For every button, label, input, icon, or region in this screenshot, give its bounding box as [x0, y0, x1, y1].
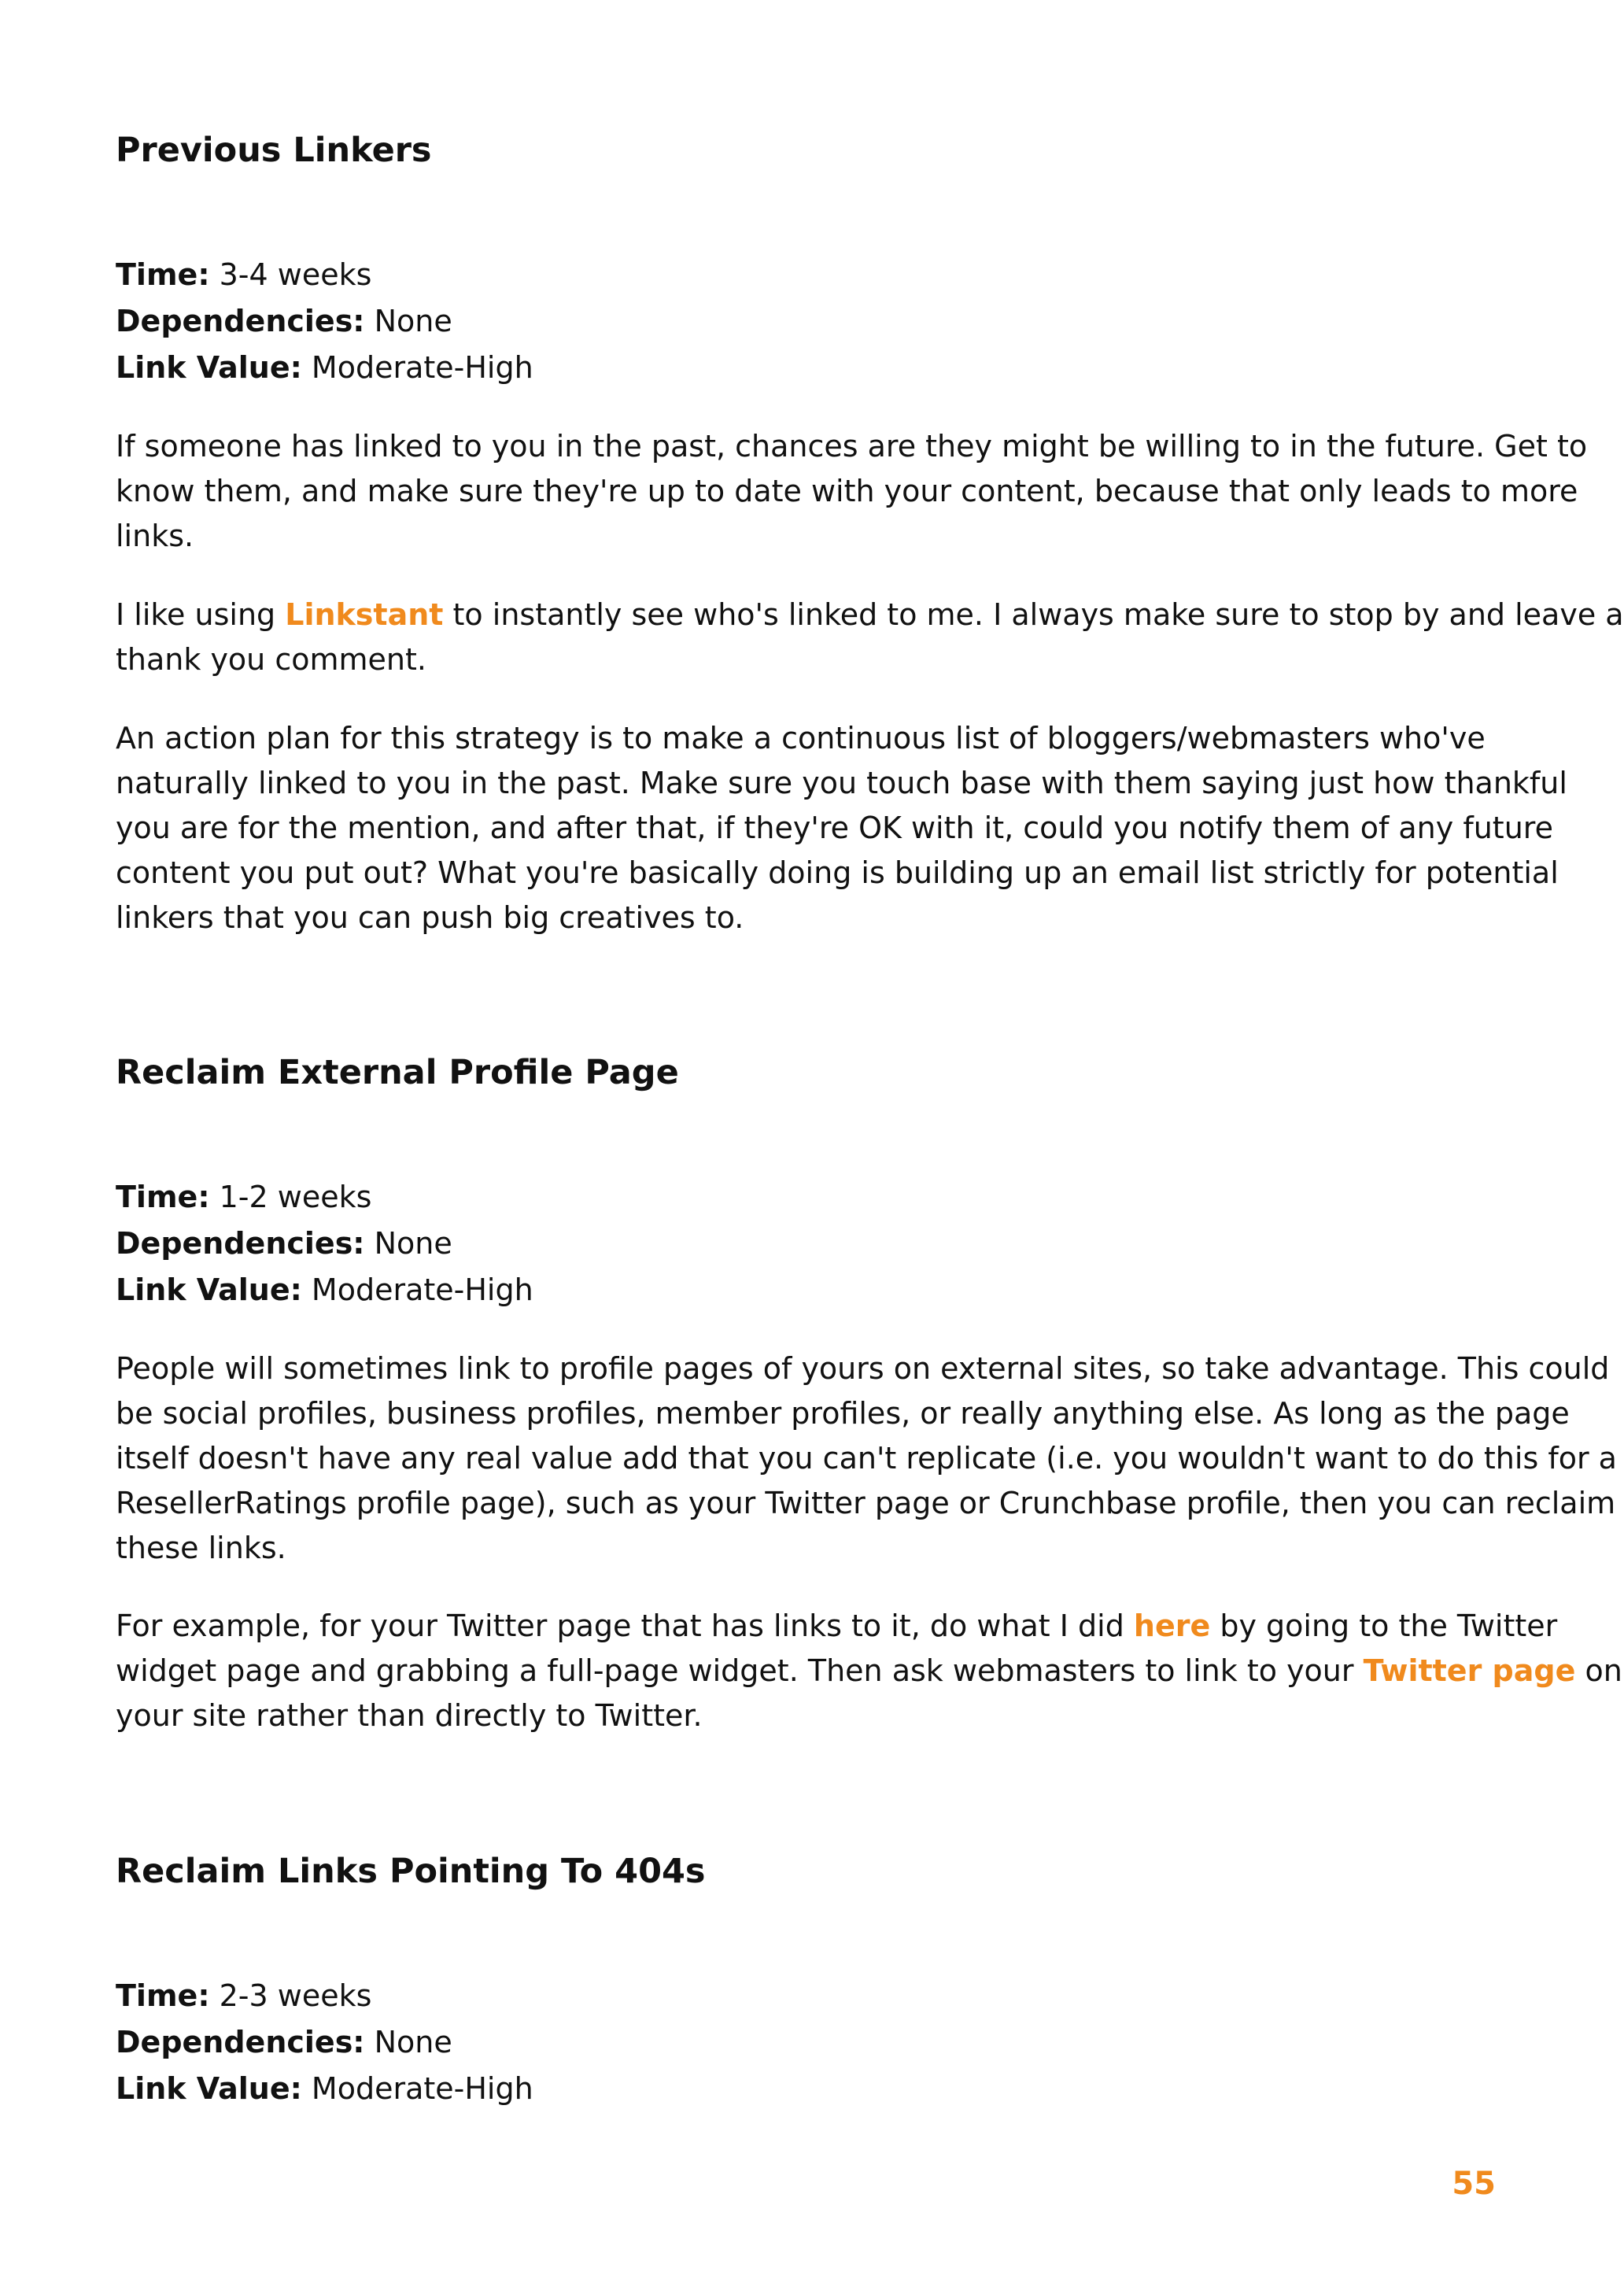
text-run: For example, for your Twitter page that has links to it, do what I did [116, 1609, 1134, 1643]
meta-key: Time: [116, 257, 210, 292]
meta-time [116, 1973, 371, 2019]
meta-time [116, 252, 371, 298]
paragraph [116, 1604, 1622, 1738]
meta-value: Moderate-High [311, 2071, 533, 2106]
section-title-reclaim-links-404s: Reclaim Links Pointing To 404s [116, 1852, 706, 1891]
meta-link-value [116, 2066, 533, 2112]
paragraph-line: content you put out? What you're basically doing is building up an email list strictly for potential [116, 855, 1559, 890]
paragraph [116, 593, 1624, 682]
section-title-reclaim-external-profile-page: Reclaim External Profile Page [116, 1053, 679, 1092]
meta-value: 1-2 weeks [219, 1180, 372, 1214]
paragraph-line: your site rather than directly to Twitter. [116, 1698, 703, 1733]
paragraph-line: An action plan for this strategy is to make a continuous list of bloggers/webmasters who've [116, 721, 1486, 755]
meta-time [116, 1174, 371, 1221]
linkstant-link[interactable]: Linkstant [285, 597, 444, 632]
paragraph-line: be social profiles, business profiles, member profiles, or really anything else. As long as the page [116, 1396, 1570, 1431]
paragraph-line: If someone has linked to you in the past, chances are they might be willing to in the future. Get to [116, 429, 1588, 464]
here-link[interactable]: here [1133, 1609, 1211, 1643]
paragraph [116, 716, 1567, 940]
page-number: 55 [1452, 2166, 1496, 2202]
paragraph-line: links. [116, 519, 194, 553]
twitter-page-link[interactable]: Twitter page [1363, 1653, 1576, 1688]
meta-key: Link Value: [116, 1272, 302, 1307]
meta-dependencies [116, 2019, 452, 2066]
meta-link-value [116, 345, 533, 391]
meta-key: Link Value: [116, 350, 302, 385]
meta-value: None [374, 1226, 452, 1261]
meta-key: Link Value: [116, 2071, 302, 2106]
paragraph-line [116, 593, 1624, 637]
meta-dependencies [116, 298, 452, 345]
paragraph-line: itself doesn't have any real value add that you can't replicate (i.e. you wouldn't want to do this for a [116, 1441, 1617, 1476]
meta-value: 2-3 weeks [219, 1978, 372, 2013]
text-run: by going to the Twitter [1210, 1609, 1558, 1643]
meta-value: 3-4 weeks [219, 257, 372, 292]
paragraph-line: People will sometimes link to profile pages of yours on external sites, so take advantage. This could [116, 1351, 1610, 1386]
text-run: on [1575, 1653, 1622, 1688]
meta-link-value [116, 1267, 533, 1313]
meta-key: Dependencies: [116, 1226, 365, 1261]
meta-value: Moderate-High [311, 1272, 533, 1307]
paragraph-line: know them, and make sure they're up to date with your content, because that only leads to more [116, 474, 1578, 508]
meta-value: None [374, 304, 452, 338]
paragraph-line: linkers that you can push big creatives to. [116, 900, 744, 935]
paragraph-line: thank you comment. [116, 642, 426, 677]
text-run: widget page and grabbing a full-page widget. Then ask webmasters to link to your [116, 1653, 1364, 1688]
meta-value: Moderate-High [311, 350, 533, 385]
paragraph-line: these links. [116, 1531, 286, 1565]
meta-dependencies [116, 1221, 452, 1267]
paragraph [116, 1346, 1617, 1571]
meta-key: Dependencies: [116, 304, 365, 338]
text-run: to instantly see who's linked to me. I always make sure to stop by and leave a [443, 597, 1624, 632]
paragraph-line [116, 1604, 1558, 1649]
section-title-previous-linkers: Previous Linkers [116, 131, 432, 170]
paragraph-line: naturally linked to you in the past. Make sure you touch base with them saying just how thankful [116, 766, 1567, 800]
meta-value: None [374, 2025, 452, 2059]
paragraph-line [116, 1649, 1622, 1694]
meta-key: Time: [116, 1978, 210, 2013]
meta-key: Dependencies: [116, 2025, 365, 2059]
paragraph-line: ResellerRatings profile page), such as your Twitter page or Crunchbase profile, then you can reclaim [116, 1486, 1616, 1520]
paragraph-line: you are for the mention, and after that, if they're OK with it, could you notify them of any future [116, 811, 1553, 845]
text-run: I like using [116, 597, 286, 632]
paragraph [116, 424, 1588, 559]
meta-key: Time: [116, 1180, 210, 1214]
